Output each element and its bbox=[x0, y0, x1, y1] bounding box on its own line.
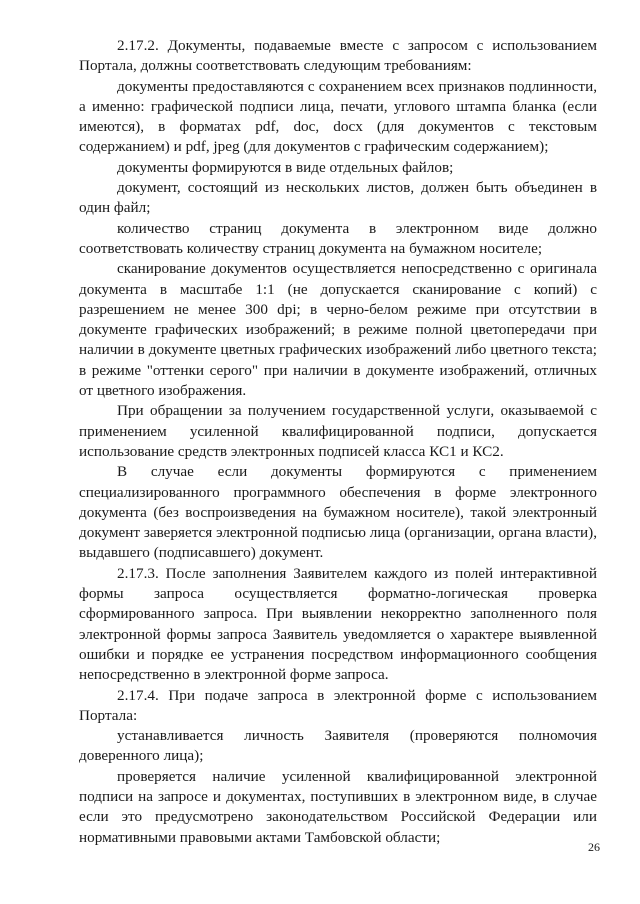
paragraph-signature-check: проверяется наличие усиленной квалифицированной электронной подписи на запросе и документах, поступивших в электронном виде, в случае если это предусмотрено законодательством Российской Федерации или нормативными правовыми актами Тамбовской области; bbox=[79, 767, 597, 846]
paragraph-scanning: сканирование документов осуществляется непосредственно с оригинала документа в масштабе 1:1 (не допускается сканирование с копий) с разрешением не менее 300 dpi; в черно-белом режиме при отсутствии в документе графических изображений; в режиме полной цветопередачи при наличии в документе цветных графических изображений либо цветного текста; в режиме "оттенки серого" при наличии в документе изображений, отличных от цветного изображения. bbox=[79, 260, 597, 400]
paragraph-2-17-4: 2.17.4. При подаче запроса в электронной форме с использованием Портала: bbox=[79, 686, 597, 724]
paragraph-separate-files: документы формируются в виде отдельных файлов; bbox=[117, 158, 454, 176]
paragraph-identity-verification: устанавливается личность Заявителя (проверяются полномочия доверенного лица); bbox=[79, 727, 597, 765]
paragraph-page-count: количество страниц документа в электронном виде должно соответствовать количеству страниц документа на бумажном носителе; bbox=[79, 219, 597, 257]
paragraph-single-file: документ, состоящий из нескольких листов, должен быть объединен в один файл; bbox=[79, 179, 597, 217]
paragraph-2-17-3: 2.17.3. После заполнения Заявителем каждого из полей интерактивной формы запроса осуществляется форматно-логическая проверка сформированного запроса. При выявлении некорректно заполненного поля электронной формы запроса Заявитель уведомляется о характере выявленной ошибки и порядке ее устранения посредством информационного сообщения непосредственно в электронной форме запроса. bbox=[79, 564, 597, 684]
paragraph-2-17-2: 2.17.2. Документы, подаваемые вместе с запросом с использованием Портала, должны соответствовать следующим требованиям: bbox=[79, 37, 597, 75]
page-number: 26 bbox=[588, 840, 600, 854]
paragraph-specialized-software: В случае если документы формируются с применением специализированного программного обеспечения в форме электронного документа (без воспроизведения на бумажном носителе), такой электронный документ заверяется электронной подписью лица (организации, органа власти), выдавшего (подписавшего) документ. bbox=[79, 463, 597, 562]
paragraph-document-authenticity: документы предоставляются с сохранением всех признаков подлинности, а именно: графической подписи лица, печати, углового штампа бланка (если имеются), в форматах pdf, doc, docx (для документов с текстовым содержанием) и pdf, jpeg (для документов с графическим содержанием); bbox=[79, 77, 597, 156]
document-body bbox=[79, 36, 597, 848]
paragraph-electronic-signature-class: При обращении за получением государственной услуги, оказываемой с применением усиленной квалифицированной подписи, допускается использование средств электронных подписей класса КС1 и КС2. bbox=[79, 402, 597, 460]
